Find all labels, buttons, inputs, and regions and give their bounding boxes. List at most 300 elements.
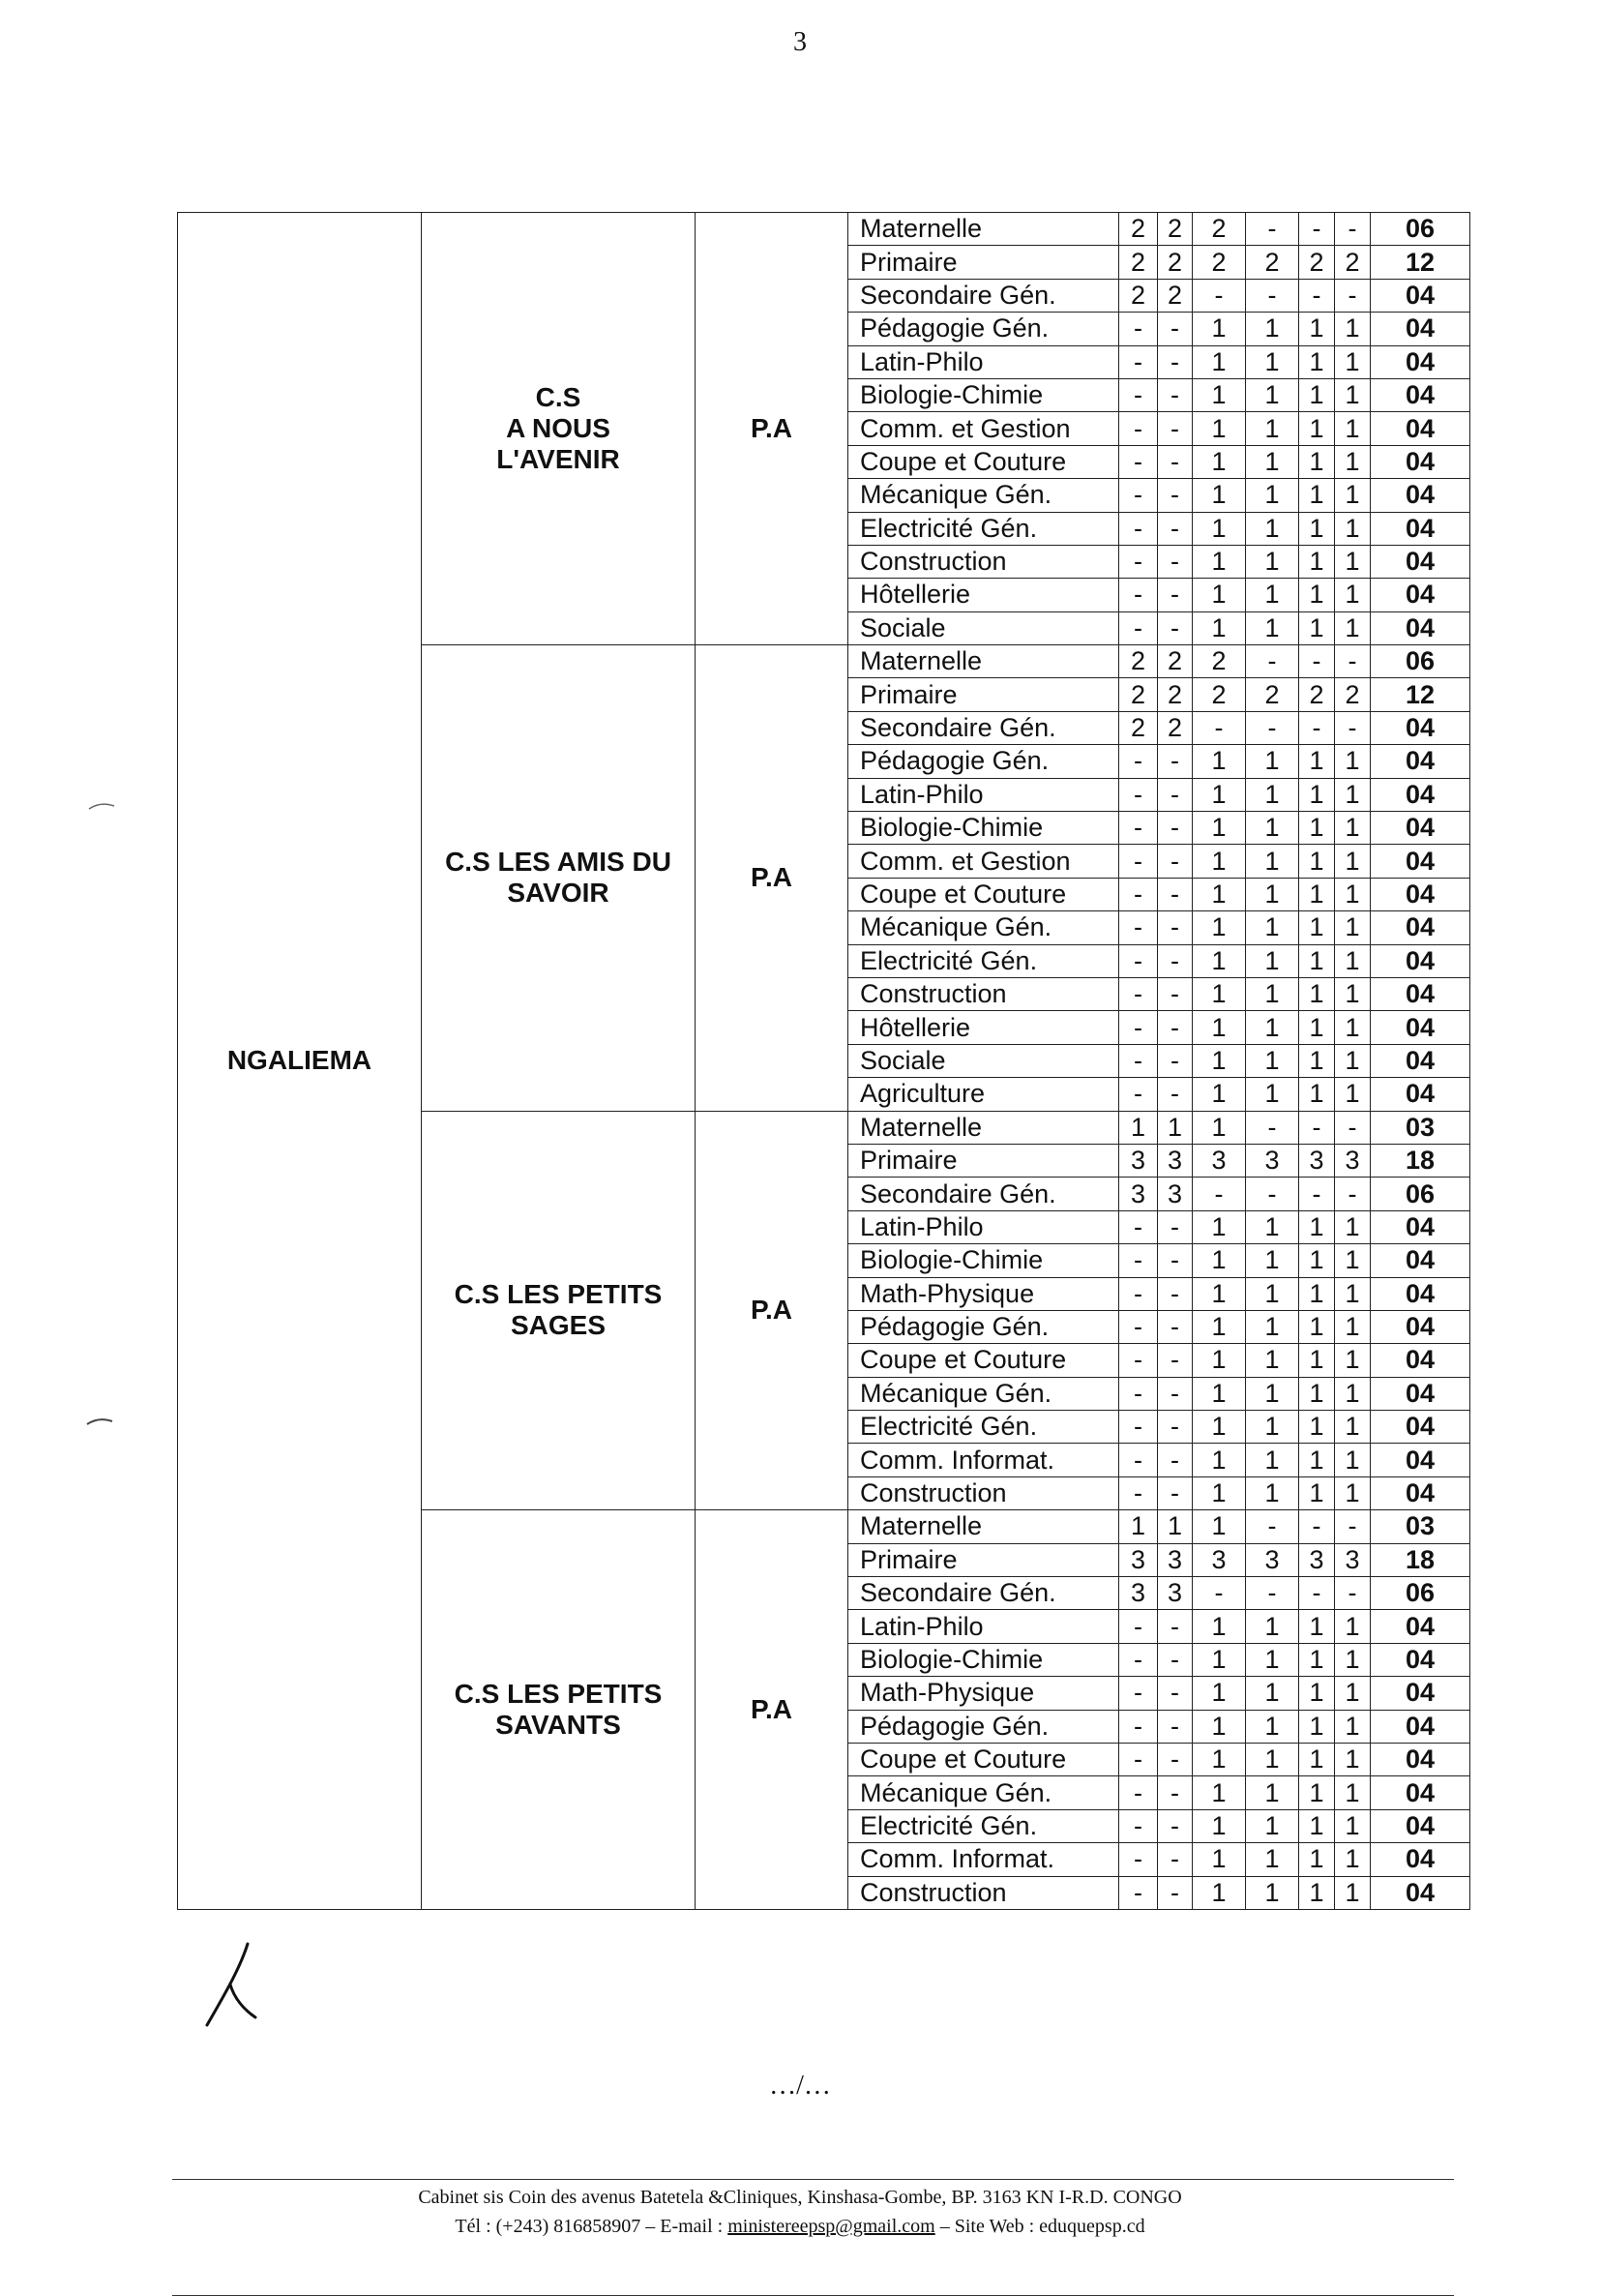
class-count-cell: 1 bbox=[1335, 1377, 1371, 1410]
option-cell: Secondaire Gén. bbox=[848, 711, 1119, 744]
class-count-cell: 1 bbox=[1299, 1677, 1335, 1710]
option-cell: Primaire bbox=[848, 1543, 1119, 1576]
class-count-cell: - bbox=[1158, 812, 1193, 845]
class-count-cell: - bbox=[1335, 213, 1371, 246]
class-count-cell: - bbox=[1158, 545, 1193, 578]
class-count-cell: 1 bbox=[1193, 1078, 1246, 1111]
option-cell: Biologie-Chimie bbox=[848, 812, 1119, 845]
class-count-cell: - bbox=[1158, 778, 1193, 811]
commune-cell: NGALIEMA bbox=[178, 213, 422, 1910]
class-count-cell: 1 bbox=[1193, 1377, 1246, 1410]
class-count-cell: 1 bbox=[1246, 1411, 1299, 1444]
school-type-cell: P.A bbox=[696, 213, 848, 645]
option-cell: Hôtellerie bbox=[848, 1011, 1119, 1044]
class-count-cell: 1 bbox=[1299, 878, 1335, 910]
school-name-cell bbox=[422, 213, 696, 645]
class-count-cell: 3 bbox=[1299, 1144, 1335, 1177]
class-count-cell: 1 bbox=[1246, 378, 1299, 411]
class-count-cell: 1 bbox=[1299, 1078, 1335, 1111]
class-count-cell: 1 bbox=[1335, 445, 1371, 478]
class-count-cell: 1 bbox=[1299, 479, 1335, 512]
class-count-cell: 1 bbox=[1246, 1743, 1299, 1775]
class-count-cell: - bbox=[1119, 1710, 1158, 1743]
option-cell: Sociale bbox=[848, 1044, 1119, 1077]
class-count-cell: 1 bbox=[1158, 1111, 1193, 1144]
class-count-cell: - bbox=[1158, 1344, 1193, 1377]
option-cell: Primaire bbox=[848, 1144, 1119, 1177]
class-count-cell: 1 bbox=[1246, 745, 1299, 778]
class-count-cell: 1 bbox=[1246, 1444, 1299, 1476]
class-count-cell: - bbox=[1158, 1476, 1193, 1509]
class-count-cell: 1 bbox=[1299, 1876, 1335, 1909]
class-count-cell: - bbox=[1158, 1078, 1193, 1111]
class-count-cell: - bbox=[1119, 778, 1158, 811]
class-count-cell: 2 bbox=[1158, 213, 1193, 246]
total-cell: 06 bbox=[1371, 645, 1470, 678]
class-count-cell: - bbox=[1158, 611, 1193, 644]
class-count-cell: 1 bbox=[1299, 977, 1335, 1010]
class-count-cell: 1 bbox=[1299, 1277, 1335, 1310]
class-count-cell: 1 bbox=[1335, 545, 1371, 578]
class-count-cell: 1 bbox=[1299, 611, 1335, 644]
class-count-cell: 1 bbox=[1299, 1710, 1335, 1743]
option-cell: Primaire bbox=[848, 246, 1119, 279]
class-count-cell: 1 bbox=[1193, 512, 1246, 545]
total-cell: 04 bbox=[1371, 1044, 1470, 1077]
total-cell: 04 bbox=[1371, 378, 1470, 411]
total-cell: 04 bbox=[1371, 944, 1470, 977]
option-cell: Pédagogie Gén. bbox=[848, 313, 1119, 345]
class-count-cell: 1 bbox=[1299, 1310, 1335, 1343]
class-count-cell: - bbox=[1158, 944, 1193, 977]
class-count-cell: - bbox=[1193, 279, 1246, 312]
class-count-cell: 1 bbox=[1335, 1776, 1371, 1809]
class-count-cell: 3 bbox=[1119, 1543, 1158, 1576]
total-cell: 06 bbox=[1371, 213, 1470, 246]
class-count-cell: 3 bbox=[1335, 1144, 1371, 1177]
option-cell: Maternelle bbox=[848, 645, 1119, 678]
total-cell: 04 bbox=[1371, 1277, 1470, 1310]
class-count-cell: 1 bbox=[1299, 512, 1335, 545]
class-count-cell: - bbox=[1119, 1078, 1158, 1111]
class-count-cell: - bbox=[1158, 1244, 1193, 1277]
class-count-cell: - bbox=[1119, 313, 1158, 345]
class-count-cell: 1 bbox=[1246, 1377, 1299, 1410]
class-count-cell: 1 bbox=[1193, 1444, 1246, 1476]
school-name-cell bbox=[422, 1111, 696, 1510]
total-cell: 04 bbox=[1371, 1843, 1470, 1876]
class-count-cell: 1 bbox=[1193, 479, 1246, 512]
class-count-cell: - bbox=[1158, 911, 1193, 944]
class-count-cell: 3 bbox=[1193, 1144, 1246, 1177]
class-count-cell: - bbox=[1119, 1377, 1158, 1410]
class-count-cell: 1 bbox=[1335, 345, 1371, 378]
class-count-cell: 2 bbox=[1158, 279, 1193, 312]
option-cell: Coupe et Couture bbox=[848, 1344, 1119, 1377]
class-count-cell: - bbox=[1158, 1743, 1193, 1775]
footer-contact bbox=[0, 2216, 1600, 2238]
class-count-cell: - bbox=[1246, 711, 1299, 744]
class-count-cell: - bbox=[1119, 1643, 1158, 1676]
class-count-cell: 1 bbox=[1246, 812, 1299, 845]
class-count-cell: 1 bbox=[1246, 479, 1299, 512]
class-count-cell: 1 bbox=[1246, 1078, 1299, 1111]
total-cell: 04 bbox=[1371, 911, 1470, 944]
class-count-cell: 1 bbox=[1246, 1610, 1299, 1643]
class-count-cell: 1 bbox=[1193, 412, 1246, 445]
class-count-cell: - bbox=[1158, 1610, 1193, 1643]
option-cell: Latin-Philo bbox=[848, 1210, 1119, 1243]
class-count-cell: - bbox=[1119, 1310, 1158, 1343]
school-name-line: A NOUS bbox=[506, 412, 610, 443]
class-count-cell: 1 bbox=[1335, 1743, 1371, 1775]
class-count-cell: - bbox=[1335, 1577, 1371, 1610]
option-cell: Coupe et Couture bbox=[848, 1743, 1119, 1775]
class-count-cell: - bbox=[1119, 812, 1158, 845]
total-cell: 12 bbox=[1371, 246, 1470, 279]
class-count-cell: - bbox=[1158, 845, 1193, 878]
total-cell: 04 bbox=[1371, 1310, 1470, 1343]
option-cell: Biologie-Chimie bbox=[848, 1643, 1119, 1676]
total-cell: 04 bbox=[1371, 1476, 1470, 1509]
class-count-cell: 2 bbox=[1335, 678, 1371, 711]
class-count-cell: 1 bbox=[1193, 911, 1246, 944]
class-count-cell: 1 bbox=[1193, 1310, 1246, 1343]
class-count-cell: 1 bbox=[1299, 745, 1335, 778]
class-count-cell: 1 bbox=[1299, 845, 1335, 878]
class-count-cell: - bbox=[1158, 1377, 1193, 1410]
class-count-cell: - bbox=[1158, 1444, 1193, 1476]
class-count-cell: 1 bbox=[1193, 1510, 1246, 1543]
table-row bbox=[178, 213, 1470, 246]
class-count-cell: 1 bbox=[1335, 313, 1371, 345]
school-name-line: SAVANTS bbox=[495, 1710, 621, 1741]
class-count-cell: 3 bbox=[1158, 1144, 1193, 1177]
class-count-cell: 2 bbox=[1119, 213, 1158, 246]
total-cell: 04 bbox=[1371, 313, 1470, 345]
total-cell: 04 bbox=[1371, 845, 1470, 878]
class-count-cell: 1 bbox=[1246, 878, 1299, 910]
class-count-cell: - bbox=[1158, 1710, 1193, 1743]
option-cell: Sociale bbox=[848, 611, 1119, 644]
option-cell: Comm. Informat. bbox=[848, 1843, 1119, 1876]
class-count-cell: - bbox=[1119, 878, 1158, 910]
class-count-cell: 1 bbox=[1335, 579, 1371, 611]
option-cell: Maternelle bbox=[848, 213, 1119, 246]
class-count-cell: 2 bbox=[1158, 678, 1193, 711]
class-count-cell: 1 bbox=[1335, 1044, 1371, 1077]
option-cell: Electricité Gén. bbox=[848, 1411, 1119, 1444]
footer-email-link[interactable]: ministereepsp@gmail.com bbox=[727, 2216, 935, 2237]
total-cell: 04 bbox=[1371, 812, 1470, 845]
class-count-cell: 1 bbox=[1193, 1743, 1246, 1775]
class-count-cell: - bbox=[1119, 378, 1158, 411]
class-count-cell: - bbox=[1299, 1577, 1335, 1610]
class-count-cell: 1 bbox=[1246, 977, 1299, 1010]
class-count-cell: - bbox=[1299, 645, 1335, 678]
school-type-cell: P.A bbox=[696, 1111, 848, 1510]
class-count-cell: 1 bbox=[1193, 1344, 1246, 1377]
class-count-cell: 1 bbox=[1193, 944, 1246, 977]
class-count-cell: - bbox=[1158, 1411, 1193, 1444]
class-count-cell: - bbox=[1119, 1809, 1158, 1842]
class-count-cell: 1 bbox=[1246, 1876, 1299, 1909]
class-count-cell: 1 bbox=[1193, 1809, 1246, 1842]
option-cell: Math-Physique bbox=[848, 1677, 1119, 1710]
class-count-cell: 1 bbox=[1335, 1277, 1371, 1310]
total-cell: 04 bbox=[1371, 1411, 1470, 1444]
class-count-cell: - bbox=[1158, 1044, 1193, 1077]
class-count-cell: 1 bbox=[1299, 412, 1335, 445]
school-type-cell: P.A bbox=[696, 1510, 848, 1910]
class-count-cell: - bbox=[1158, 512, 1193, 545]
option-cell: Latin-Philo bbox=[848, 778, 1119, 811]
class-count-cell: - bbox=[1119, 345, 1158, 378]
school-options-table bbox=[177, 212, 1470, 1910]
class-count-cell: - bbox=[1119, 611, 1158, 644]
class-count-cell: 1 bbox=[1246, 1476, 1299, 1509]
option-cell: Primaire bbox=[848, 678, 1119, 711]
class-count-cell: - bbox=[1193, 1178, 1246, 1210]
class-count-cell: 2 bbox=[1119, 279, 1158, 312]
class-count-cell: 1 bbox=[1335, 1444, 1371, 1476]
class-count-cell: 1 bbox=[1299, 345, 1335, 378]
class-count-cell: 1 bbox=[1335, 1210, 1371, 1243]
option-cell: Mécanique Gén. bbox=[848, 1377, 1119, 1410]
class-count-cell: - bbox=[1158, 479, 1193, 512]
total-cell: 04 bbox=[1371, 1244, 1470, 1277]
class-count-cell: 1 bbox=[1246, 1210, 1299, 1243]
school-name-cell bbox=[422, 1510, 696, 1910]
class-count-cell: 2 bbox=[1119, 246, 1158, 279]
class-count-cell: 1 bbox=[1246, 778, 1299, 811]
option-cell: Secondaire Gén. bbox=[848, 279, 1119, 312]
class-count-cell: 1 bbox=[1299, 911, 1335, 944]
school-name-line: C.S LES PETITS bbox=[454, 1678, 663, 1709]
class-count-cell: 1 bbox=[1246, 313, 1299, 345]
class-count-cell: - bbox=[1299, 711, 1335, 744]
class-count-cell: - bbox=[1246, 1111, 1299, 1144]
class-count-cell: - bbox=[1119, 1411, 1158, 1444]
class-count-cell: 1 bbox=[1193, 611, 1246, 644]
continuation-mark: …/… bbox=[769, 2071, 831, 2101]
footer-phone: Tél : (+243) 816858907 – E-mail : bbox=[455, 2216, 728, 2237]
class-count-cell: 1 bbox=[1193, 378, 1246, 411]
class-count-cell: - bbox=[1335, 279, 1371, 312]
class-count-cell: 1 bbox=[1299, 1411, 1335, 1444]
class-count-cell: 3 bbox=[1299, 1543, 1335, 1576]
class-count-cell: 1 bbox=[1299, 1776, 1335, 1809]
class-count-cell: - bbox=[1119, 412, 1158, 445]
class-count-cell: 1 bbox=[1246, 845, 1299, 878]
option-cell: Coupe et Couture bbox=[848, 445, 1119, 478]
total-cell: 04 bbox=[1371, 977, 1470, 1010]
total-cell: 04 bbox=[1371, 1643, 1470, 1676]
class-count-cell: 1 bbox=[1299, 445, 1335, 478]
class-count-cell: - bbox=[1158, 1677, 1193, 1710]
class-count-cell: 1 bbox=[1299, 1610, 1335, 1643]
total-cell: 03 bbox=[1371, 1510, 1470, 1543]
class-count-cell: 1 bbox=[1299, 1743, 1335, 1775]
total-cell: 03 bbox=[1371, 1111, 1470, 1144]
class-count-cell: - bbox=[1335, 711, 1371, 744]
class-count-cell: 1 bbox=[1246, 1776, 1299, 1809]
class-count-cell: 1 bbox=[1299, 1809, 1335, 1842]
class-count-cell: 1 bbox=[1335, 1476, 1371, 1509]
class-count-cell: - bbox=[1158, 1809, 1193, 1842]
option-cell: Construction bbox=[848, 1476, 1119, 1509]
class-count-cell: - bbox=[1158, 878, 1193, 910]
class-count-cell: 1 bbox=[1246, 445, 1299, 478]
total-cell: 04 bbox=[1371, 512, 1470, 545]
class-count-cell: 1 bbox=[1335, 812, 1371, 845]
class-count-cell: 1 bbox=[1193, 1244, 1246, 1277]
class-count-cell: - bbox=[1158, 445, 1193, 478]
class-count-cell: - bbox=[1335, 1178, 1371, 1210]
total-cell: 06 bbox=[1371, 1178, 1470, 1210]
class-count-cell: - bbox=[1246, 645, 1299, 678]
class-count-cell: - bbox=[1158, 378, 1193, 411]
page-number: 3 bbox=[793, 27, 807, 57]
class-count-cell: - bbox=[1246, 279, 1299, 312]
option-cell: Pédagogie Gén. bbox=[848, 1710, 1119, 1743]
class-count-cell: 2 bbox=[1158, 246, 1193, 279]
option-cell: Construction bbox=[848, 1876, 1119, 1909]
class-count-cell: 2 bbox=[1246, 678, 1299, 711]
class-count-cell: 1 bbox=[1335, 1078, 1371, 1111]
class-count-cell: 1 bbox=[1335, 878, 1371, 910]
class-count-cell: 1 bbox=[1299, 1244, 1335, 1277]
class-count-cell: - bbox=[1158, 345, 1193, 378]
class-count-cell: 1 bbox=[1299, 1044, 1335, 1077]
option-cell: Mécanique Gén. bbox=[848, 479, 1119, 512]
class-count-cell: - bbox=[1158, 1210, 1193, 1243]
total-cell: 04 bbox=[1371, 345, 1470, 378]
class-count-cell: 1 bbox=[1335, 845, 1371, 878]
class-count-cell: - bbox=[1119, 1743, 1158, 1775]
class-count-cell: - bbox=[1158, 745, 1193, 778]
class-count-cell: 1 bbox=[1246, 944, 1299, 977]
class-count-cell: 2 bbox=[1158, 711, 1193, 744]
total-cell: 04 bbox=[1371, 479, 1470, 512]
total-cell: 04 bbox=[1371, 878, 1470, 910]
class-count-cell: - bbox=[1299, 213, 1335, 246]
class-count-cell: 1 bbox=[1335, 745, 1371, 778]
class-count-cell: 1 bbox=[1299, 313, 1335, 345]
class-count-cell: - bbox=[1119, 1776, 1158, 1809]
option-cell: Comm. et Gestion bbox=[848, 845, 1119, 878]
total-cell: 18 bbox=[1371, 1144, 1470, 1177]
class-count-cell: 1 bbox=[1299, 1377, 1335, 1410]
scan-mark-left-1 bbox=[87, 801, 116, 811]
class-count-cell: - bbox=[1158, 1277, 1193, 1310]
class-count-cell: 1 bbox=[1193, 1643, 1246, 1676]
class-count-cell: 1 bbox=[1299, 1011, 1335, 1044]
class-count-cell: 1 bbox=[1299, 1843, 1335, 1876]
class-count-cell: 2 bbox=[1193, 645, 1246, 678]
class-count-cell: 1 bbox=[1335, 378, 1371, 411]
total-cell: 12 bbox=[1371, 678, 1470, 711]
total-cell: 04 bbox=[1371, 279, 1470, 312]
class-count-cell: 1 bbox=[1193, 1843, 1246, 1876]
class-count-cell: 1 bbox=[1335, 412, 1371, 445]
class-count-cell: 1 bbox=[1335, 1610, 1371, 1643]
total-cell: 04 bbox=[1371, 1078, 1470, 1111]
class-count-cell: 1 bbox=[1246, 412, 1299, 445]
class-count-cell: 1 bbox=[1193, 745, 1246, 778]
class-count-cell: 1 bbox=[1335, 512, 1371, 545]
class-count-cell: 1 bbox=[1193, 1776, 1246, 1809]
class-count-cell: - bbox=[1246, 213, 1299, 246]
total-cell: 04 bbox=[1371, 1776, 1470, 1809]
total-cell: 04 bbox=[1371, 445, 1470, 478]
class-count-cell: - bbox=[1119, 1444, 1158, 1476]
class-count-cell: 1 bbox=[1246, 1344, 1299, 1377]
total-cell: 04 bbox=[1371, 579, 1470, 611]
class-count-cell: 2 bbox=[1158, 645, 1193, 678]
class-count-cell: 1 bbox=[1335, 1843, 1371, 1876]
class-count-cell: 1 bbox=[1246, 545, 1299, 578]
class-count-cell: 1 bbox=[1193, 1876, 1246, 1909]
total-cell: 04 bbox=[1371, 412, 1470, 445]
class-count-cell: 1 bbox=[1193, 1210, 1246, 1243]
option-cell: Math-Physique bbox=[848, 1277, 1119, 1310]
option-cell: Maternelle bbox=[848, 1510, 1119, 1543]
class-count-cell: - bbox=[1299, 1510, 1335, 1543]
class-count-cell: - bbox=[1119, 745, 1158, 778]
class-count-cell: 1 bbox=[1246, 1011, 1299, 1044]
class-count-cell: 1 bbox=[1335, 1677, 1371, 1710]
class-count-cell: 1 bbox=[1193, 345, 1246, 378]
class-count-cell: 1 bbox=[1193, 579, 1246, 611]
class-count-cell: 1 bbox=[1193, 845, 1246, 878]
class-count-cell: 3 bbox=[1158, 1577, 1193, 1610]
school-name-line: C.S LES AMIS DU bbox=[445, 847, 671, 878]
class-count-cell: - bbox=[1158, 1011, 1193, 1044]
class-count-cell: - bbox=[1246, 1178, 1299, 1210]
class-count-cell: - bbox=[1119, 1476, 1158, 1509]
class-count-cell: 1 bbox=[1335, 977, 1371, 1010]
class-count-cell: - bbox=[1119, 944, 1158, 977]
total-cell: 04 bbox=[1371, 711, 1470, 744]
class-count-cell: 1 bbox=[1335, 479, 1371, 512]
class-count-cell: 1 bbox=[1246, 1677, 1299, 1710]
class-count-cell: 1 bbox=[1335, 611, 1371, 644]
total-cell: 04 bbox=[1371, 1876, 1470, 1909]
class-count-cell: 1 bbox=[1193, 1411, 1246, 1444]
school-type-cell: P.A bbox=[696, 645, 848, 1111]
class-count-cell: 3 bbox=[1335, 1543, 1371, 1576]
class-count-cell: 1 bbox=[1193, 1277, 1246, 1310]
class-count-cell: 1 bbox=[1335, 1710, 1371, 1743]
option-cell: Hôtellerie bbox=[848, 579, 1119, 611]
option-cell: Mécanique Gén. bbox=[848, 1776, 1119, 1809]
class-count-cell: - bbox=[1158, 1876, 1193, 1909]
class-count-cell: 1 bbox=[1335, 778, 1371, 811]
class-count-cell: 3 bbox=[1158, 1543, 1193, 1576]
option-cell: Electricité Gén. bbox=[848, 512, 1119, 545]
class-count-cell: 1 bbox=[1119, 1111, 1158, 1144]
class-count-cell: 1 bbox=[1299, 378, 1335, 411]
total-cell: 04 bbox=[1371, 778, 1470, 811]
class-count-cell: - bbox=[1119, 845, 1158, 878]
class-count-cell: 1 bbox=[1335, 1643, 1371, 1676]
class-count-cell: 1 bbox=[1193, 445, 1246, 478]
class-count-cell: - bbox=[1119, 1244, 1158, 1277]
class-count-cell: 1 bbox=[1299, 778, 1335, 811]
class-count-cell: 1 bbox=[1158, 1510, 1193, 1543]
class-count-cell: - bbox=[1158, 1310, 1193, 1343]
